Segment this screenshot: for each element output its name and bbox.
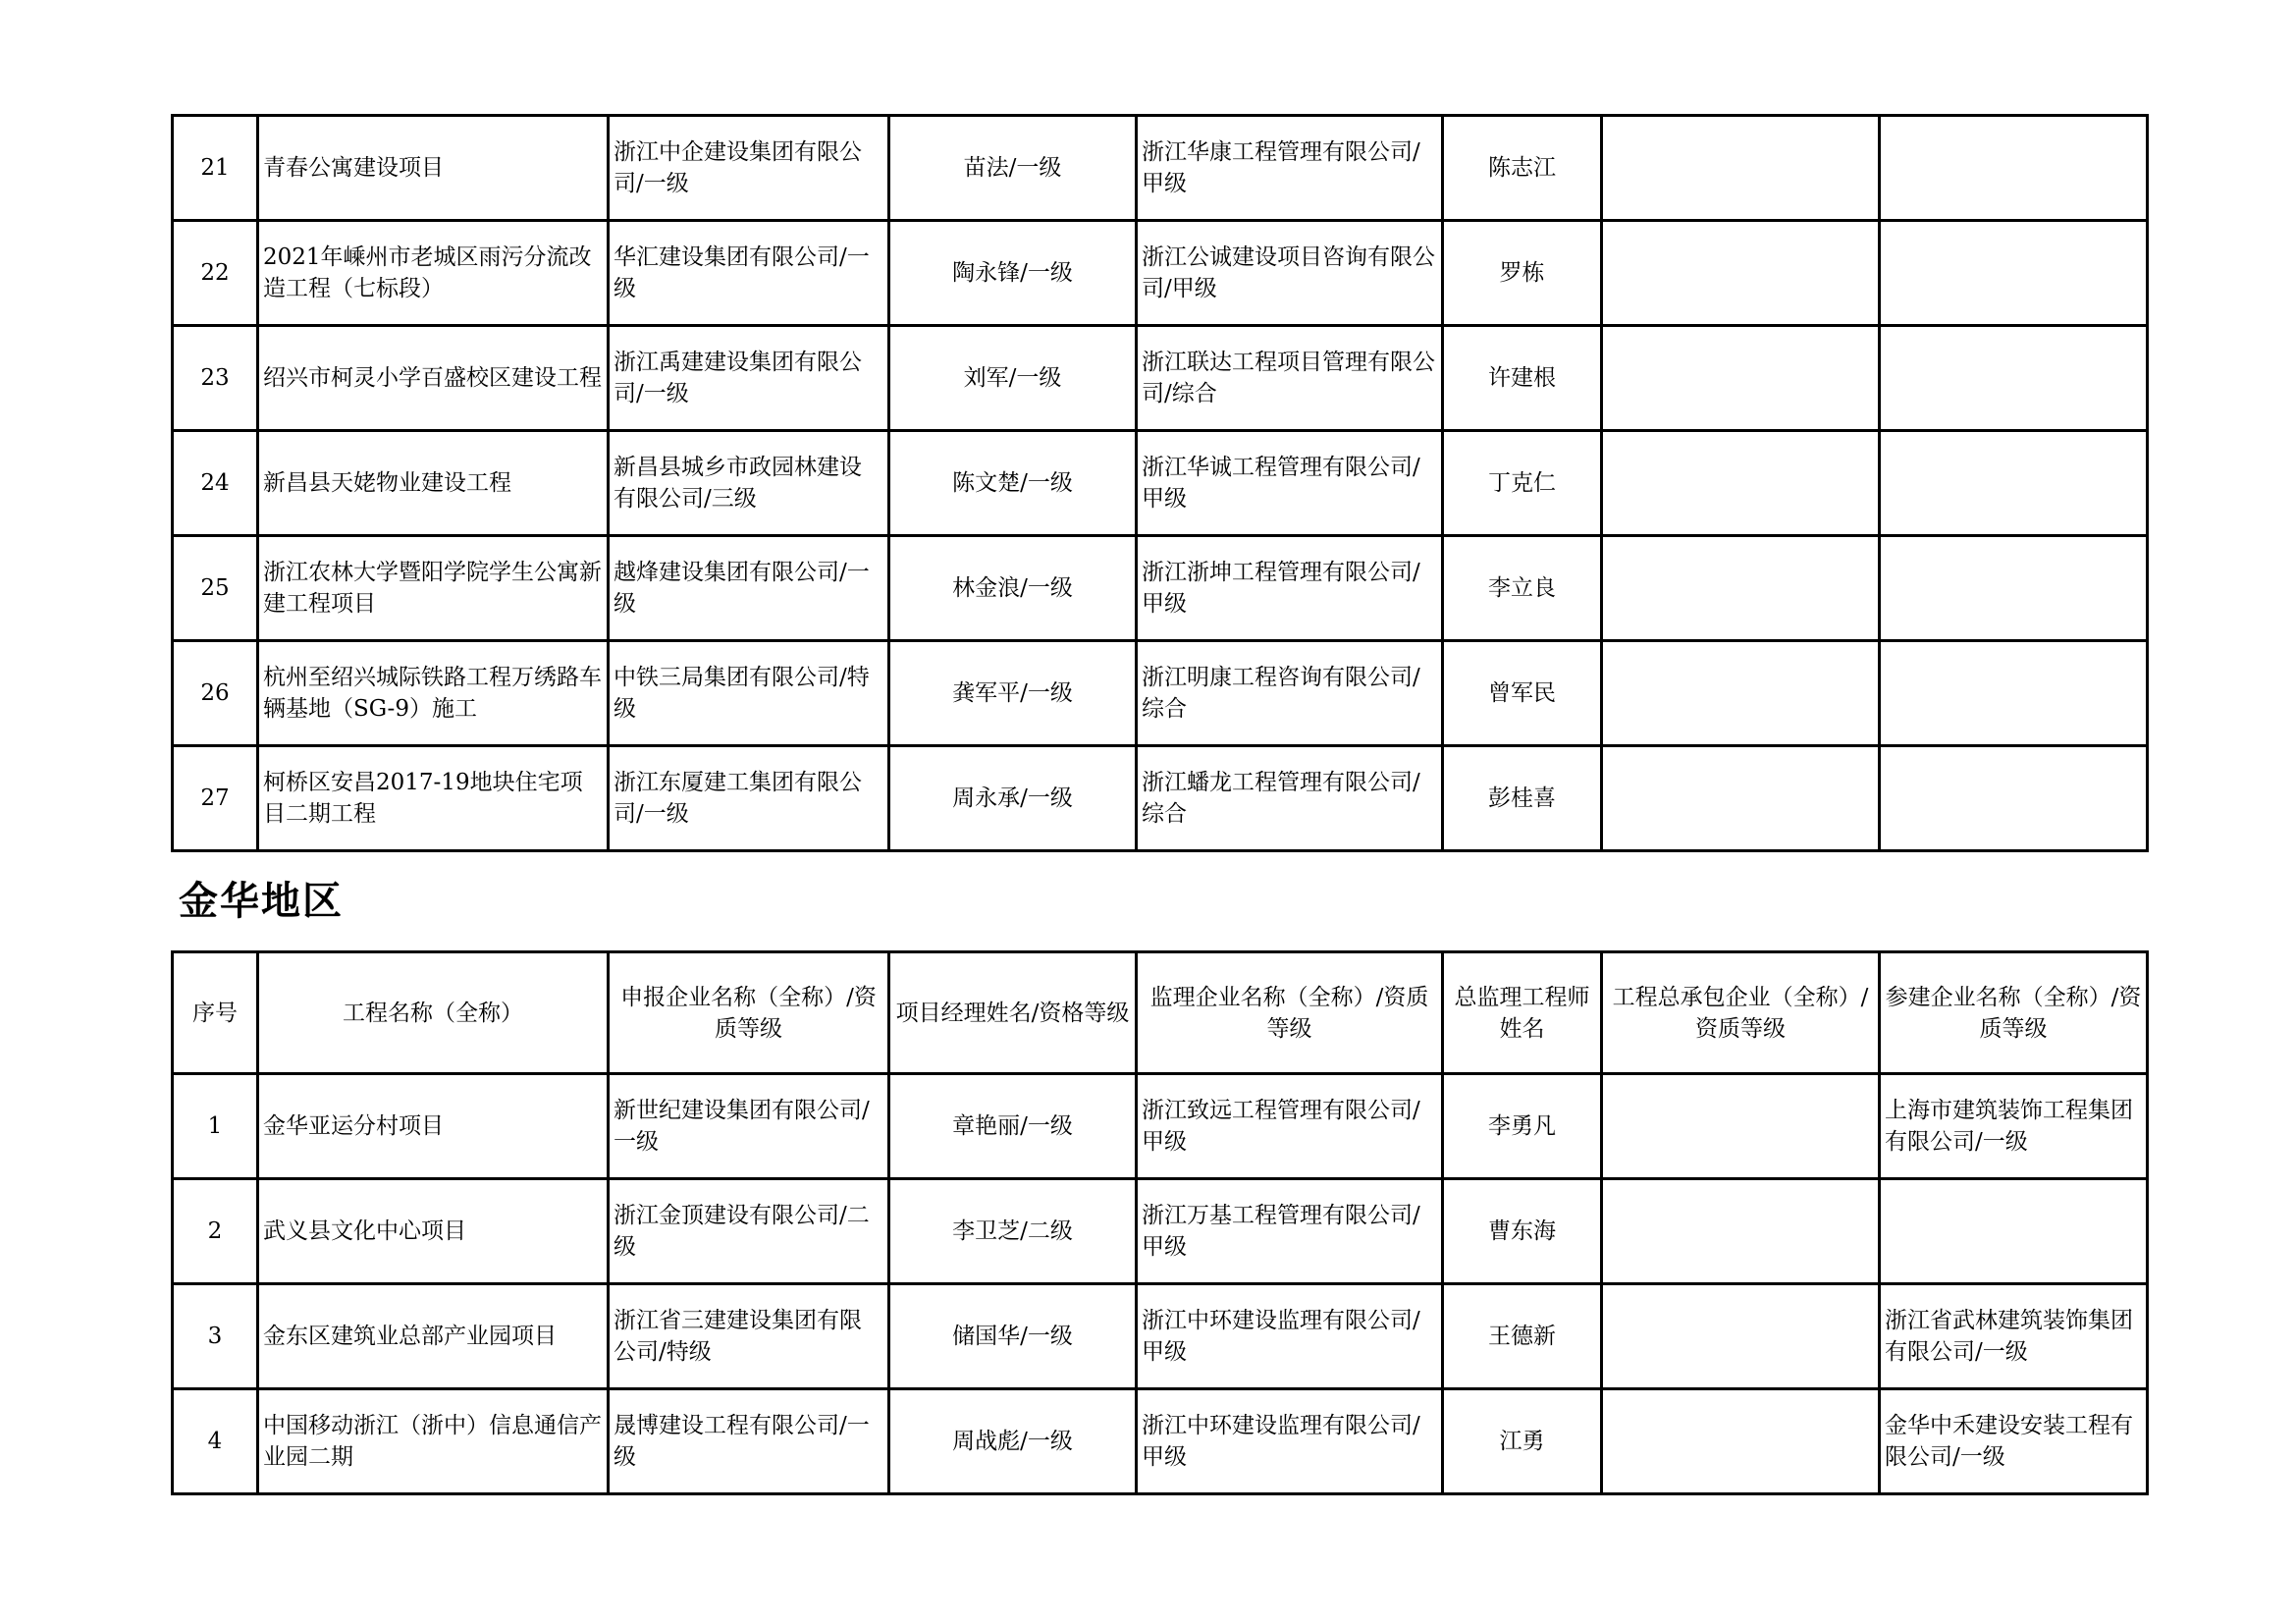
cell-manager: 章艳丽/一级 — [889, 1074, 1137, 1179]
cell-chief: 丁克仁 — [1443, 431, 1602, 536]
cell-applicant: 新昌县城乡市政园林建设有限公司/三级 — [609, 431, 889, 536]
header-no: 序号 — [173, 952, 258, 1074]
cell-participant: 上海市建筑装饰工程集团有限公司/一级 — [1880, 1074, 2148, 1179]
cell-participant — [1880, 431, 2148, 536]
table-top — [171, 114, 2149, 852]
header-chief: 总监理工程师姓名 — [1443, 952, 1602, 1074]
cell-contractor — [1602, 326, 1880, 431]
cell-applicant: 浙江金顶建设有限公司/二级 — [609, 1179, 889, 1284]
cell-manager: 李卫芝/二级 — [889, 1179, 1137, 1284]
cell-chief: 李勇凡 — [1443, 1074, 1602, 1179]
cell-contractor — [1602, 746, 1880, 851]
cell-supervisor: 浙江联达工程项目管理有限公司/综合 — [1137, 326, 1443, 431]
cell-contractor — [1602, 431, 1880, 536]
cell-applicant: 浙江东厦建工集团有限公司/一级 — [609, 746, 889, 851]
cell-no: 25 — [173, 536, 258, 641]
cell-supervisor: 浙江华康工程管理有限公司/甲级 — [1137, 116, 1443, 221]
cell-manager: 周战彪/一级 — [889, 1389, 1137, 1494]
cell-chief: 罗栋 — [1443, 221, 1602, 326]
cell-applicant: 华汇建设集团有限公司/一级 — [609, 221, 889, 326]
cell-chief: 江勇 — [1443, 1389, 1602, 1494]
table-row — [173, 641, 2148, 746]
table-row — [173, 116, 2148, 221]
cell-contractor — [1602, 1179, 1880, 1284]
cell-supervisor: 浙江致远工程管理有限公司/甲级 — [1137, 1074, 1443, 1179]
cell-participant — [1880, 641, 2148, 746]
cell-participant: 浙江省武林建筑装饰集团有限公司/一级 — [1880, 1284, 2148, 1389]
table-header-row — [173, 952, 2148, 1074]
cell-no: 21 — [173, 116, 258, 221]
table-row — [173, 536, 2148, 641]
table-row — [173, 746, 2148, 851]
cell-manager: 周永承/一级 — [889, 746, 1137, 851]
cell-contractor — [1602, 641, 1880, 746]
cell-contractor — [1602, 221, 1880, 326]
cell-chief: 王德新 — [1443, 1284, 1602, 1389]
cell-contractor — [1602, 1389, 1880, 1494]
cell-no: 1 — [173, 1074, 258, 1179]
cell-project: 金华亚运分村项目 — [258, 1074, 609, 1179]
cell-manager: 刘军/一级 — [889, 326, 1137, 431]
header-participant: 参建企业名称（全称）/资质等级 — [1880, 952, 2148, 1074]
cell-chief: 李立良 — [1443, 536, 1602, 641]
cell-manager: 陈文楚/一级 — [889, 431, 1137, 536]
cell-participant — [1880, 746, 2148, 851]
cell-chief: 许建根 — [1443, 326, 1602, 431]
section-title: 金华地区 — [179, 878, 344, 924]
cell-project: 武义县文化中心项目 — [258, 1179, 609, 1284]
cell-no: 27 — [173, 746, 258, 851]
cell-chief: 曹东海 — [1443, 1179, 1602, 1284]
cell-manager: 林金浪/一级 — [889, 536, 1137, 641]
cell-applicant: 浙江省三建建设集团有限公司/特级 — [609, 1284, 889, 1389]
cell-project: 新昌县天姥物业建设工程 — [258, 431, 609, 536]
table-row — [173, 1074, 2148, 1179]
cell-project: 2021年嵊州市老城区雨污分流改造工程（七标段） — [258, 221, 609, 326]
cell-applicant: 晟博建设工程有限公司/一级 — [609, 1389, 889, 1494]
table-row — [173, 1179, 2148, 1284]
cell-supervisor: 浙江浙坤工程管理有限公司/甲级 — [1137, 536, 1443, 641]
cell-contractor — [1602, 536, 1880, 641]
header-applicant: 申报企业名称（全称）/资质等级 — [609, 952, 889, 1074]
cell-contractor — [1602, 1284, 1880, 1389]
table-row — [173, 1389, 2148, 1494]
cell-supervisor: 浙江中环建设监理有限公司/甲级 — [1137, 1284, 1443, 1389]
cell-applicant: 浙江禹建建设集团有限公司/一级 — [609, 326, 889, 431]
cell-supervisor: 浙江蟠龙工程管理有限公司/综合 — [1137, 746, 1443, 851]
cell-supervisor: 浙江华诚工程管理有限公司/甲级 — [1137, 431, 1443, 536]
header-project: 工程名称（全称） — [258, 952, 609, 1074]
cell-participant — [1880, 116, 2148, 221]
cell-manager: 储国华/一级 — [889, 1284, 1137, 1389]
table-row — [173, 431, 2148, 536]
cell-supervisor: 浙江明康工程咨询有限公司/综合 — [1137, 641, 1443, 746]
cell-participant — [1880, 1179, 2148, 1284]
cell-project: 青春公寓建设项目 — [258, 116, 609, 221]
cell-no: 2 — [173, 1179, 258, 1284]
cell-no: 23 — [173, 326, 258, 431]
cell-manager: 陶永锋/一级 — [889, 221, 1137, 326]
cell-no: 22 — [173, 221, 258, 326]
cell-contractor — [1602, 1074, 1880, 1179]
cell-supervisor: 浙江中环建设监理有限公司/甲级 — [1137, 1389, 1443, 1494]
table-row — [173, 221, 2148, 326]
cell-chief: 曾军民 — [1443, 641, 1602, 746]
cell-contractor — [1602, 116, 1880, 221]
cell-project: 柯桥区安昌2017-19地块住宅项目二期工程 — [258, 746, 609, 851]
cell-applicant: 中铁三局集团有限公司/特级 — [609, 641, 889, 746]
cell-supervisor: 浙江万基工程管理有限公司/甲级 — [1137, 1179, 1443, 1284]
cell-manager: 龚军平/一级 — [889, 641, 1137, 746]
cell-no: 4 — [173, 1389, 258, 1494]
cell-participant: 金华中禾建设安装工程有限公司/一级 — [1880, 1389, 2148, 1494]
cell-applicant: 新世纪建设集团有限公司/一级 — [609, 1074, 889, 1179]
table-row — [173, 1284, 2148, 1389]
cell-applicant: 浙江中企建设集团有限公司/一级 — [609, 116, 889, 221]
cell-project: 浙江农林大学暨阳学院学生公寓新建工程项目 — [258, 536, 609, 641]
cell-no: 24 — [173, 431, 258, 536]
cell-no: 3 — [173, 1284, 258, 1389]
cell-project: 绍兴市柯灵小学百盛校区建设工程 — [258, 326, 609, 431]
header-manager: 项目经理姓名/资格等级 — [889, 952, 1137, 1074]
header-contractor: 工程总承包企业（全称）/资质等级 — [1602, 952, 1880, 1074]
cell-participant — [1880, 326, 2148, 431]
table-bottom — [171, 950, 2149, 1495]
cell-supervisor: 浙江公诚建设项目咨询有限公司/甲级 — [1137, 221, 1443, 326]
cell-project: 杭州至绍兴城际铁路工程万绣路车辆基地（SG-9）施工 — [258, 641, 609, 746]
cell-participant — [1880, 536, 2148, 641]
header-supervisor: 监理企业名称（全称）/资质等级 — [1137, 952, 1443, 1074]
cell-chief: 彭桂喜 — [1443, 746, 1602, 851]
cell-no: 26 — [173, 641, 258, 746]
cell-applicant: 越烽建设集团有限公司/一级 — [609, 536, 889, 641]
table-row — [173, 326, 2148, 431]
cell-participant — [1880, 221, 2148, 326]
cell-manager: 苗法/一级 — [889, 116, 1137, 221]
cell-chief: 陈志江 — [1443, 116, 1602, 221]
cell-project: 中国移动浙江（浙中）信息通信产业园二期 — [258, 1389, 609, 1494]
cell-project: 金东区建筑业总部产业园项目 — [258, 1284, 609, 1389]
